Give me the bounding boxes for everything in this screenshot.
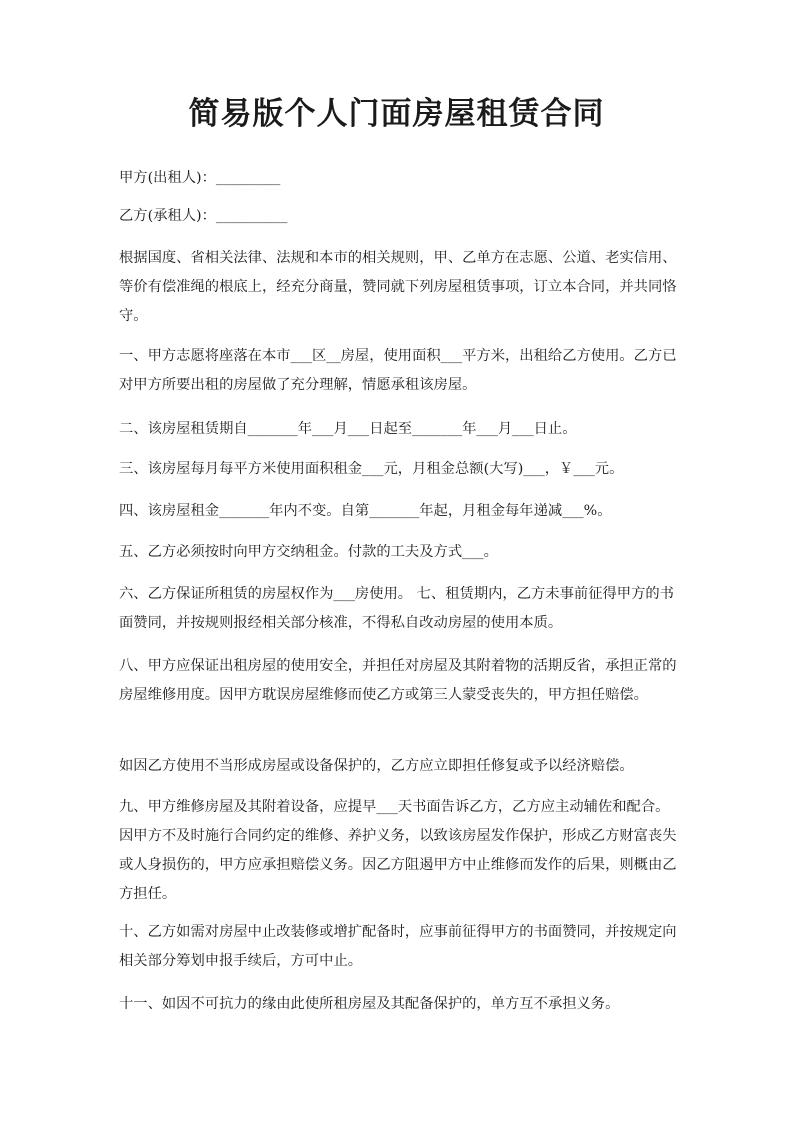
clause-10-paragraph: 十、乙方如需对房屋中止改装修或增扩配备时，应事前征得甲方的书面赞同，并按规定向相关部分筹划申报手续后，方可中止。 (119, 924, 677, 969)
clause-3-paragraph: 三、该房屋每月每平方米使用面积租金___元，月租金总额(大写)___，￥___元。 (119, 461, 624, 477)
clause-11-paragraph: 十一、如因不可抗力的缘由此使所租房屋及其配备保护的，单方互不承担义务。 (119, 996, 620, 1012)
document-title: 简易版个人门面房屋租赁合同 (188, 96, 605, 132)
clause-1-paragraph: 一、甲方志愿将座落在本市___区__房屋，使用面积___平方米，出租给乙方使用。乙方已对甲方所要出租的房屋做了充分理解，情愿承租该房屋。 (119, 348, 677, 393)
clause-2-paragraph: 二、该房屋租赁期自_______年___月___日起至_______年___月___日止。 (119, 421, 577, 437)
clause-8-paragraph: 八、甲方应保证出租房屋的使用安全，并担任对房屋及其附着物的活期反省，承担正常的房屋维修用度。因甲方耽误房屋维修而使乙方或第三人蒙受丧失的，甲方担任赔偿。 (119, 658, 677, 703)
clause-5-paragraph: 五、乙方必须按时向甲方交纳租金。付款的工夫及方式___。 (119, 544, 498, 560)
preamble-paragraph: 根据国度、省相关法律、法规和本市的相关规则，甲、乙单方在志愿、公道、老实信用、等价有偿准绳的根底上，经充分商量，赞同就下列房屋租赁事项，订立本合同，并共同恪守。 (119, 250, 677, 324)
party-a-line: 甲方(出租人)：_________ (119, 170, 281, 186)
clause-6-7-paragraph: 六、乙方保证所租赁的房屋权作为___房使用。 七、租赁期内，乙方未事前征得甲方的书面赞同，并按规则报经相关部分核准，不得私自改动房屋的使用本质。 (119, 586, 674, 631)
party-b-line: 乙方(承租人)：__________ (119, 208, 288, 224)
clause-8-supplement-paragraph: 如因乙方使用不当形成房屋或设备保护的，乙方应立即担任修复或予以经济赔偿。 (119, 758, 634, 774)
clause-4-paragraph: 四、该房屋租金_______年内不变。自第_______年起，月租金每年递减___%。 (119, 503, 612, 519)
clause-9-paragraph: 九、甲方维修房屋及其附着设备，应提早___天书面告诉乙方，乙方应主动辅佐和配合。因甲方不及时施行合同约定的维修、养护义务，以致该房屋发作保护，形成乙方财富丧失或人身损伤的，甲方应承担赔偿义务。因乙方阻遏甲方中止维修而发作的后果，则概由乙方担任。 (119, 799, 677, 902)
